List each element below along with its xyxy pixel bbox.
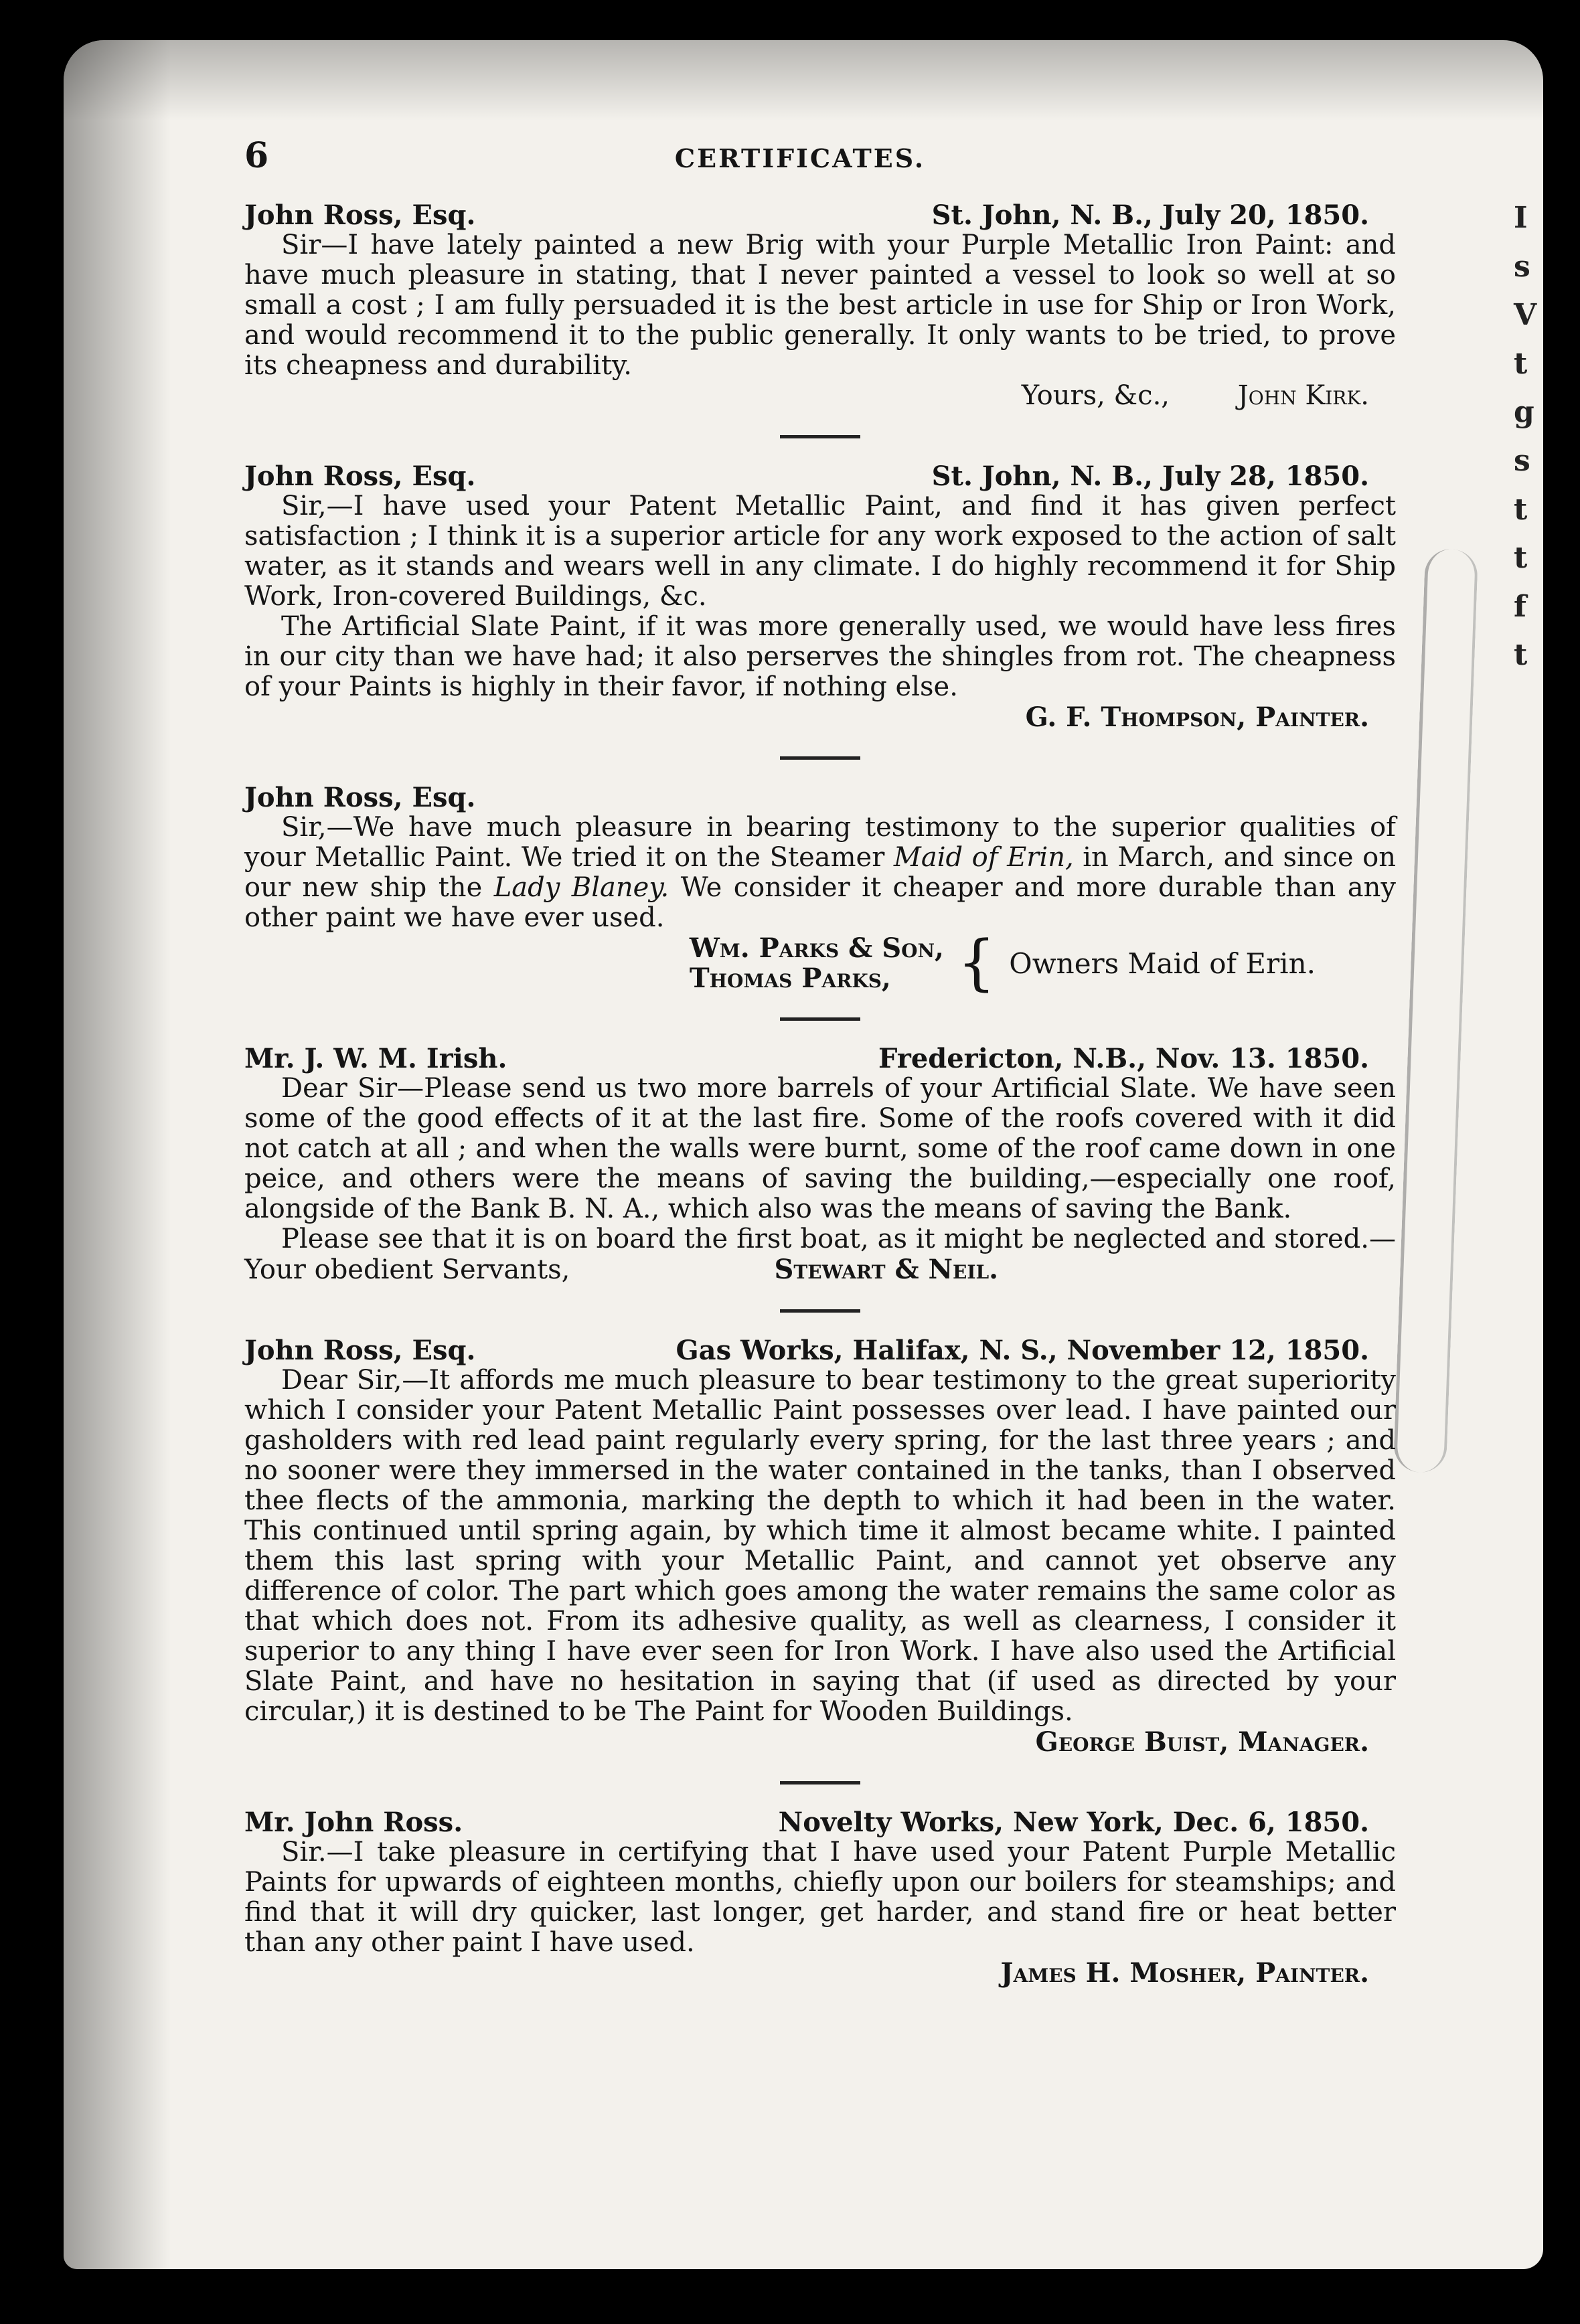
addressee: John Ross, Esq. [244, 199, 476, 231]
document-page [64, 40, 1543, 2269]
signature: G. F. Thompson, Painter. [1025, 701, 1369, 733]
page-header [244, 135, 1396, 176]
separator-rule [780, 1309, 860, 1313]
letter-body-last [244, 1224, 1396, 1285]
signers-block [244, 928, 1396, 998]
letter-text: We consider it cheaper and more durable than any other paint we have ever used. [244, 872, 1397, 933]
letter-heading [244, 1807, 1396, 1837]
signer: Wm. Parks & Son, [689, 932, 944, 964]
place-date: Fredericton, N.B., Nov. 13. 1850. [878, 1043, 1369, 1074]
edge-letter: s [1514, 249, 1530, 284]
separator-rule [780, 756, 860, 760]
edge-letter: t [1514, 346, 1528, 381]
letter-heading [244, 1335, 1396, 1365]
ship-name: Maid of Erin, [893, 842, 1074, 873]
addressee: Mr. John Ross. [244, 1807, 463, 1838]
edge-letter: s [1514, 443, 1530, 478]
separator-rule [780, 1017, 860, 1021]
page-content [244, 135, 1397, 1989]
letter-text: in March, and since on our new ship the [244, 842, 1396, 903]
separator-rule [780, 435, 860, 438]
edge-letter: t [1514, 638, 1528, 673]
addressee: John Ross, Esq. [244, 782, 476, 813]
letter-body: Dear Sir,—It affords me much pleasure to bear testimony to the great superiority which I consider your Patent Metallic Paint possesses over lead. I have painted our gasholders with red lead paint regularly every spring, for the last three years ; and no sooner were they immersed in the water contained in the tanks, than I observed thee flects of the ammonia, marking the depth to which it had been in the water. This continued until spring again, by which time it almost became white. I painted them this last spring with your Metallic Paint, and cannot yet observe any difference of color. The part which goes among the water remains the same color as that which does not. From its adhesive quality, as well as clearness, I consider it superior to any thing I have ever seen for Iron Work. I have also used the Artificial Slate Paint, and have no hesitation in saying that (if used as directed by your circular,) it is destined to be The Paint for Wooden Buildings. [244, 1365, 1396, 1727]
addressee: Mr. J. W. M. Irish. [244, 1043, 507, 1074]
letter-body: Sir.—I take pleasure in certifying that I have used your Patent Purple Metallic Paints for upwards of eighteen months, chiefly upon our boilers for steamships; and find that it will dry quicker, last longer, get harder, and stand fire or heat better than any other paint I have used. [244, 1837, 1396, 1958]
signature: John Kirk. [1237, 380, 1369, 411]
edge-letter: V [1514, 298, 1537, 333]
letter-heading [244, 200, 1396, 230]
letter-heading [244, 782, 1396, 813]
letter-stewart-neil [244, 1044, 1396, 1285]
letter-parks [244, 782, 1397, 998]
letter-body: Sir—I have lately painted a new Brig with your Purple Metallic Iron Paint: and have much pleasure in stating, that I never painted a vessel to look so well at so small a cost ; I am fully persuaded it is the best article in use for Ship or Iron Work, and would recommend it to the public generally. It only wants to be tried, to prove its cheapness and durability. [244, 230, 1396, 381]
letter-text: Sir,—We have much pleasure in bearing testimony to the superior qualities of your Metallic Paint. We tried it on the Steamer [244, 812, 1396, 873]
addressee: John Ross, Esq. [244, 1335, 476, 1366]
place-date: St. John, N. B., July 28, 1850. [931, 461, 1369, 492]
brace-glyph: { [957, 928, 996, 998]
letter-thompson [244, 461, 1396, 732]
signature: George Buist, Manager. [1035, 1726, 1369, 1758]
letter-heading [244, 461, 1396, 491]
place-date: St. John, N. B., July 20, 1850. [931, 199, 1369, 231]
signer-names [690, 933, 944, 993]
letter-body [244, 813, 1396, 933]
page-crease-mark [1393, 548, 1478, 1473]
letter-body: Sir,—I have used your Patent Metallic Paint, and find it has given perfect satisfaction ; I think it is a superior article for any work exposed to the action of salt water, as it stands and wears well in any climate. I do highly recommend it for Ship Work, Iron-covered Buildings, &c. [244, 491, 1396, 612]
edge-letter: f [1514, 589, 1526, 624]
separator-rule [780, 1781, 860, 1784]
letter-heading [244, 1044, 1396, 1074]
signature: Stewart & Neil. [774, 1254, 999, 1285]
closing-line [244, 381, 1396, 411]
facing-page-edge-letters [1514, 194, 1539, 680]
page-shadow-top [64, 40, 1543, 120]
signer: Thomas Parks, [689, 963, 891, 994]
edge-letter: t [1514, 492, 1528, 527]
letter-body: The Artificial Slate Paint, if it was more generally used, we would have less fires in our city than we have had; it also perserves the shingles from rot. The cheapness of your Paints is highly in their favor, if nothing else. [244, 611, 1396, 702]
ship-name: Lady Blaney. [493, 872, 669, 903]
running-head: CERTIFICATES. [674, 143, 926, 173]
page-number: 6 [244, 135, 269, 176]
signers-role: Owners Maid of Erin. [1009, 946, 1316, 980]
addressee: John Ross, Esq. [244, 461, 476, 492]
letter-body: Dear Sir—Please send us two more barrels of your Artificial Slate. We have seen some of the good effects of it at the last fire. Some of the roofs covered with it did not catch at all ; and when the walls were burnt, some of the roof came down in one peice, and others were the means of saving the building,—especially one roof, alongside of the Bank B. N. A., which also was the means of saving the Bank. [244, 1073, 1396, 1224]
place-date: Novelty Works, New York, Dec. 6, 1850. [778, 1807, 1369, 1838]
edge-letter: g [1514, 395, 1534, 430]
edge-letter: I [1514, 201, 1528, 235]
signature: James H. Mosher, Painter. [1000, 1957, 1369, 1989]
page-shadow-left [64, 40, 171, 2269]
edge-letter: t [1514, 541, 1528, 576]
letter-kirk [244, 200, 1396, 411]
closing: Yours, &c., [1021, 380, 1170, 411]
letter-text: Please see that it is on board the first boat, as it might be neglected and stored.—Your obedient Servants, [244, 1224, 1396, 1285]
letter-mosher [244, 1807, 1396, 1988]
place-date: Gas Works, Halifax, N. S., November 12, 1850. [676, 1335, 1369, 1366]
letter-buist [244, 1335, 1396, 1757]
